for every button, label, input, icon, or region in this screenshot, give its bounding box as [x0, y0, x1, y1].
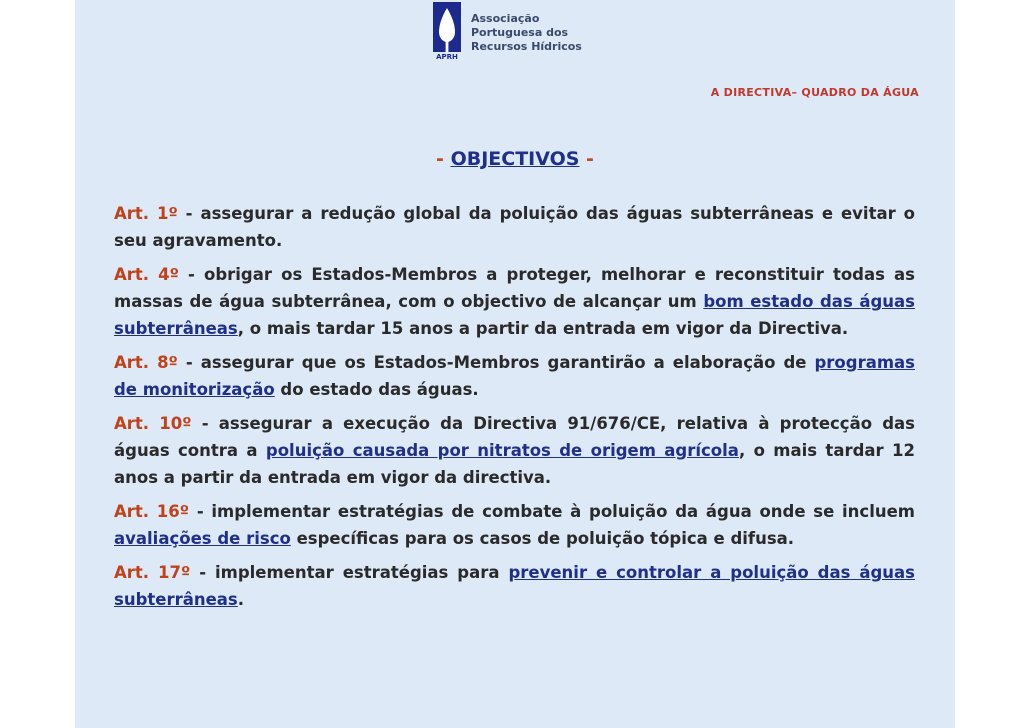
- article-text: , o mais tardar 15 anos a partir da entrada em vigor da Directiva.: [237, 319, 849, 338]
- org-line-2: Portuguesa dos: [471, 26, 569, 39]
- article-text: do estado das águas.: [274, 380, 479, 399]
- article-text: - obrigar os Estados-Membros a proteger, melhorar e reconstituir todas as massas de água subterrânea, com o objectivo de alcançar um: [114, 265, 915, 311]
- article-item: [114, 410, 915, 491]
- article-item: [114, 349, 915, 403]
- articles-list: [114, 200, 915, 620]
- page-title: [75, 148, 955, 170]
- organization-name: [471, 12, 582, 54]
- logo-mark-text: APRH: [436, 53, 458, 60]
- org-line-1: Associação: [471, 12, 540, 25]
- article-keyword: prevenir e controlar a poluição das águas subterrâneas: [114, 563, 915, 609]
- article-text: - implementar estratégias para: [190, 563, 509, 582]
- article-keyword: bom estado das águas subterrâneas: [114, 292, 915, 338]
- title-text: OBJECTIVOS: [450, 148, 580, 170]
- aprh-logo-icon: [433, 2, 461, 60]
- article-keyword: poluição causada por nitratos de origem agrícola: [265, 441, 739, 460]
- article-text: - assegurar que os Estados-Membros garantirão a elaboração de: [177, 353, 815, 372]
- article-item: [114, 498, 915, 552]
- title-prefix: -: [436, 148, 451, 170]
- article-keyword: avaliações de risco: [114, 529, 291, 548]
- article-keyword: programas de monitorização: [114, 353, 915, 399]
- section-header: A DIRECTIVA– QUADRO DA ÁGUA: [710, 86, 919, 99]
- article-number: Art. 4º: [114, 265, 179, 284]
- article-text: - assegurar a execução da Directiva 91/676/CE, relativa à protecção das águas contra a: [114, 414, 915, 460]
- article-text: , o mais tardar 12 anos a partir da entrada em vigor da directiva.: [114, 441, 915, 487]
- article-text: .: [237, 590, 245, 609]
- article-number: Art. 17º: [114, 563, 191, 582]
- aprh-logo: [433, 2, 593, 64]
- article-item: [114, 261, 915, 342]
- org-line-3: Recursos Hídricos: [471, 40, 582, 53]
- article-text: - implementar estratégias de combate à poluição da água onde se incluem: [189, 502, 915, 521]
- article-number: Art. 8º: [114, 353, 178, 372]
- article-text: específicas para os casos de poluição tópica e difusa.: [290, 529, 795, 548]
- article-number: Art. 16º: [114, 502, 190, 521]
- article-number: Art. 1º: [114, 204, 178, 223]
- article-item: [114, 200, 915, 254]
- slide: [75, 0, 955, 728]
- article-number: Art. 10º: [114, 414, 192, 433]
- title-suffix: -: [579, 148, 594, 170]
- article-item: [114, 559, 915, 613]
- article-text: - assegurar a redução global da poluição das águas subterrâneas e evitar o seu agravamento.: [114, 204, 915, 250]
